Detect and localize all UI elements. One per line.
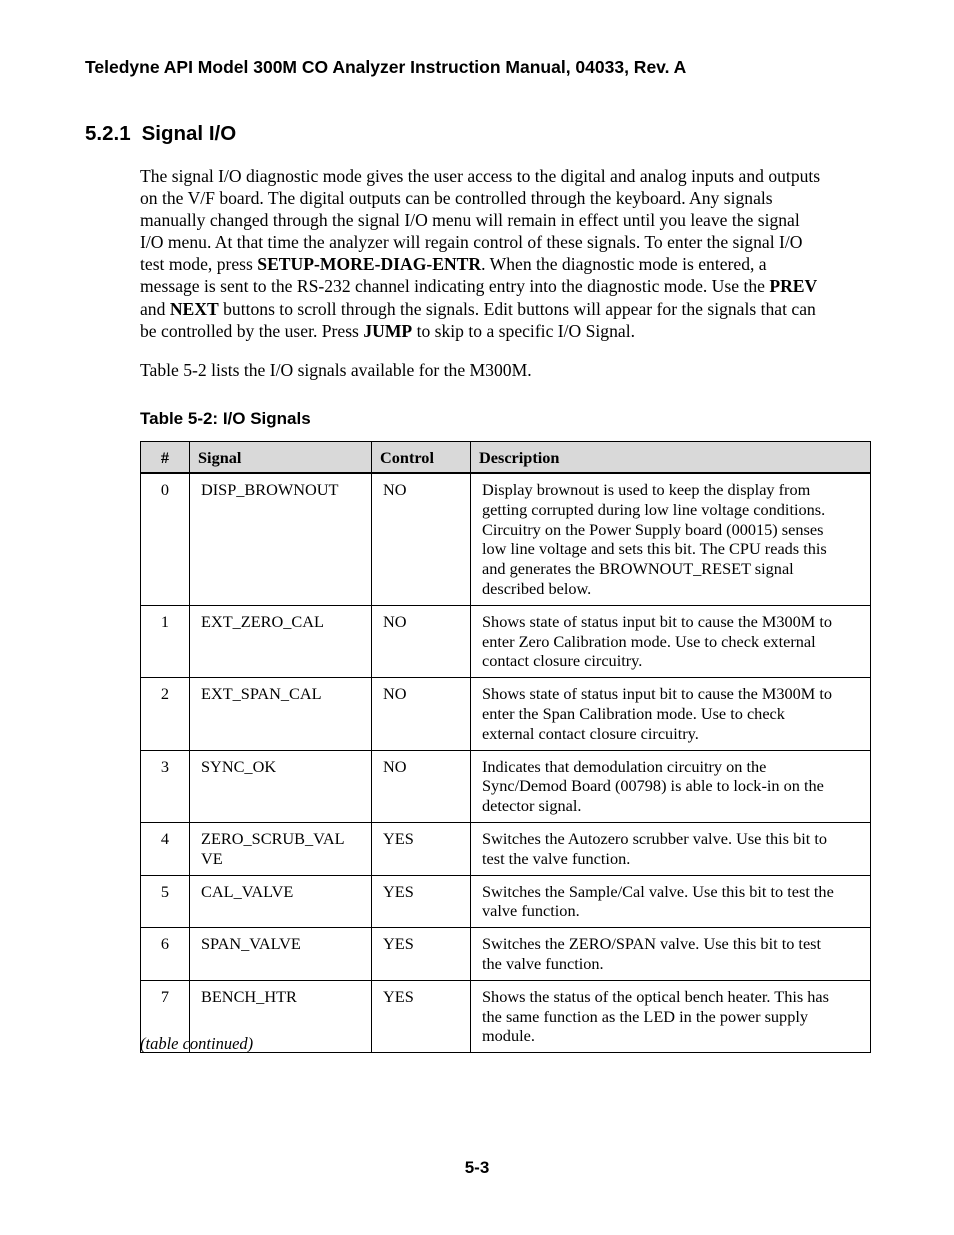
column-header-description: Description: [471, 442, 871, 474]
cell-description: Shows state of status input bit to cause the M300M to enter Zero Calibration mode. Use to check external contact closure circuitry.: [471, 605, 871, 677]
cell-number: 1: [141, 605, 190, 677]
intro-line: [140, 320, 868, 342]
table-row: [141, 750, 871, 822]
intro-text: The signal I/O diagnostic mode gives the user access to the digital and analog inputs and outputs: [140, 166, 821, 186]
key-sequence-text: JUMP: [363, 320, 413, 341]
cell-signal: SYNC_OK: [190, 750, 372, 822]
intro-line: [140, 275, 868, 297]
cell-signal: SPAN_VALVE: [190, 928, 372, 981]
cell-description: Switches the ZERO/SPAN valve. Use this bit to test the valve function.: [471, 928, 871, 981]
cell-number: 0: [141, 473, 190, 605]
table-header-row: [141, 442, 871, 474]
cell-signal: DISP_BROWNOUT: [190, 473, 372, 605]
intro-text: on the V/F board. The digital outputs can be controlled through the keyboard. Any signals: [140, 188, 773, 209]
cell-signal: EXT_ZERO_CAL: [190, 605, 372, 677]
key-sequence-text: NEXT: [169, 298, 219, 319]
cell-description: Shows state of status input bit to cause the M300M to enter the Span Calibration mode. Use to check external contact closure circuitry.: [471, 678, 871, 750]
table-continued-note: (table continued): [140, 1034, 254, 1053]
section-title: Signal I/O: [141, 122, 237, 145]
cell-number: 4: [141, 822, 190, 875]
table-row: [141, 928, 871, 981]
table-row: [141, 822, 871, 875]
table-caption: Table 5-2: I/O Signals: [140, 409, 311, 428]
intro-line: [140, 231, 868, 253]
cell-description: Switches the Autozero scrubber valve. Use this bit to test the valve function.: [471, 822, 871, 875]
cell-number: 5: [141, 875, 190, 928]
table-row: [141, 473, 871, 605]
cell-number: 2: [141, 678, 190, 750]
column-header-control: Control: [372, 442, 471, 474]
cell-control: YES: [372, 980, 471, 1052]
intro-text: I/O menu. At that time the analyzer will regain control of these signals. To enter the signal I/O: [140, 232, 803, 253]
io-signals-table: [140, 441, 871, 1053]
cell-control: NO: [372, 473, 471, 605]
intro-text: . When the diagnostic mode is entered, a: [481, 254, 767, 275]
cell-number: 3: [141, 750, 190, 822]
table-row: [141, 678, 871, 750]
column-header-number: #: [141, 442, 190, 474]
intro-text: manually changed through the signal I/O menu will remain in effect until you leave the signal: [140, 210, 800, 231]
page-number: 5-3: [464, 1158, 490, 1177]
key-sequence-text: PREV: [769, 276, 818, 297]
cell-control: YES: [372, 875, 471, 928]
cell-number: 6: [141, 928, 190, 981]
cell-description: Display brownout is used to keep the display from getting corrupted during low line voltage conditions. Circuitry on the Power Supply board (00015) senses low line voltage and sets this bit. The CPU reads this and generates the BROWNOUT_RESET signal described below.: [471, 473, 871, 605]
cell-description: Indicates that demodulation circuitry on the Sync/Demod Board (00798) is able to lock-in on the detector signal.: [471, 750, 871, 822]
key-sequence-text: SETUP-MORE-DIAG-ENTR: [257, 254, 482, 275]
cell-control: NO: [372, 750, 471, 822]
cell-signal: ZERO_SCRUB_VAL VE: [190, 822, 372, 875]
table-row: [141, 875, 871, 928]
running-header: Teledyne API Model 300M CO Analyzer Instruction Manual, 04033, Rev. A: [85, 57, 687, 77]
intro-text: message is sent to the RS-232 channel indicating entry into the diagnostic mode. Use the: [140, 276, 770, 297]
cell-control: NO: [372, 678, 471, 750]
intro-text: and: [140, 298, 170, 319]
intro-line: [140, 165, 868, 187]
intro-text: test mode, press: [140, 254, 258, 275]
cell-description: Shows the status of the optical bench heater. This has the same function as the LED in the power supply module.: [471, 980, 871, 1052]
cell-control: YES: [372, 822, 471, 875]
cell-description: Switches the Sample/Cal valve. Use this bit to test the valve function.: [471, 875, 871, 928]
cell-signal: EXT_SPAN_CAL: [190, 678, 372, 750]
cell-control: YES: [372, 928, 471, 981]
cell-signal: CAL_VALVE: [190, 875, 372, 928]
cell-signal: BENCH_HTR: [190, 980, 372, 1052]
section-number: 5.2.1: [85, 122, 131, 145]
intro-line: [140, 209, 868, 231]
cell-number: 7: [141, 980, 190, 1052]
intro-text: to skip to a specific I/O Signal.: [412, 320, 635, 341]
column-header-signal: Signal: [190, 442, 372, 474]
intro-line: [140, 298, 868, 320]
intro-line: [140, 253, 868, 275]
cell-control: NO: [372, 605, 471, 677]
intro-text: be controlled by the user. Press: [140, 320, 364, 341]
intro-line: [140, 187, 868, 209]
section-heading: [85, 122, 236, 146]
table-reference-text: Table 5-2 lists the I/O signals available for the M300M.: [140, 360, 532, 380]
intro-text: buttons to scroll through the signals. Edit buttons will appear for the signals that can: [218, 298, 816, 319]
table-row: [141, 605, 871, 677]
intro-paragraph: [140, 165, 868, 342]
